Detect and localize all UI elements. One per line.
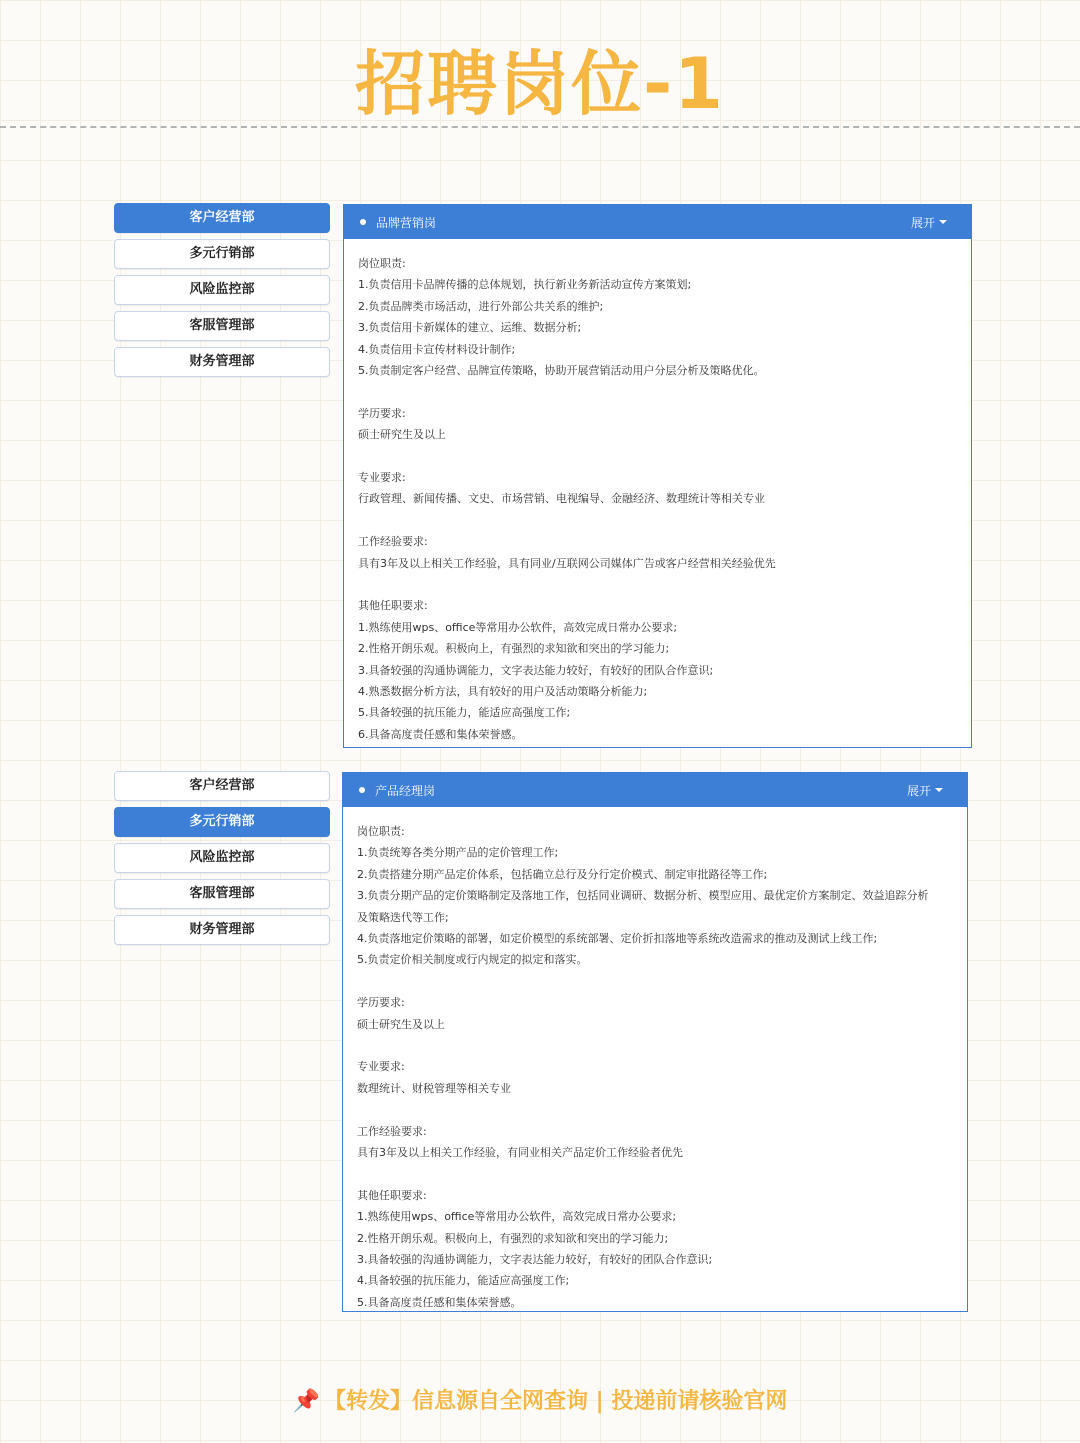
section-line: 硕士研究生及以上 bbox=[358, 428, 446, 442]
job-panel bbox=[342, 772, 968, 1312]
section-heading: 其他任职要求: bbox=[358, 599, 428, 613]
requirement-section bbox=[357, 1056, 953, 1099]
section-line: 2.性格开朗乐观。积极向上，有强烈的求知欲和突出的学习能力; bbox=[357, 1231, 669, 1245]
requirement-section bbox=[358, 595, 957, 745]
caret-down-icon bbox=[935, 788, 943, 792]
section-line: 2.负责品牌类市场活动，进行外部公共关系的维护; bbox=[358, 299, 604, 313]
section-line: 3.具备较强的沟通协调能力，文字表达能力较好，有较好的团队合作意识; bbox=[357, 1253, 713, 1267]
section-line: 行政管理、新闻传播、文史、市场营销、电视编导、金融经济、数理统计等相关专业 bbox=[358, 492, 765, 506]
section-line: 2.负责搭建分期产品定价体系，包括确立总行及分行定价模式、制定审批路径等工作; bbox=[357, 867, 768, 881]
panel-header bbox=[343, 773, 967, 807]
section-line: 5.负责定价相关制度或行内规定的拟定和落实。 bbox=[357, 953, 588, 967]
job-panel bbox=[343, 204, 972, 748]
section-line: 4.熟悉数据分析方法，具有较好的用户及活动策略分析能力; bbox=[358, 685, 648, 699]
section-line: 1.熟练使用wps、office等常用办公软件，高效完成日常办公要求; bbox=[357, 1210, 677, 1224]
department-tab[interactable]: 客服管理部 bbox=[114, 311, 330, 341]
page-title: 招聘岗位-1 bbox=[355, 43, 725, 125]
expand-button[interactable] bbox=[911, 214, 947, 231]
section-line: 具有3年及以上相关工作经验，具有同业/互联网公司媒体广告或客户经营相关经验优先 bbox=[358, 556, 776, 570]
section-line: 4.负责信用卡宣传材料设计制作; bbox=[358, 342, 516, 356]
section-line: 3.具备较强的沟通协调能力，文字表达能力较好，有较好的团队合作意识; bbox=[358, 663, 714, 677]
section-line: 5.具备高度责任感和集体荣誉感。 bbox=[357, 1295, 522, 1309]
section-heading: 专业要求: bbox=[357, 1060, 405, 1074]
department-sidebar bbox=[114, 771, 330, 951]
job-title: 产品经理岗 bbox=[375, 783, 436, 798]
department-sidebar bbox=[114, 203, 330, 383]
requirement-section bbox=[358, 403, 957, 446]
section-heading: 其他任职要求: bbox=[357, 1188, 427, 1202]
requirement-section bbox=[357, 1185, 953, 1312]
department-tab[interactable]: 客服管理部 bbox=[114, 879, 330, 909]
expand-label: 展开 bbox=[906, 783, 931, 798]
requirement-section bbox=[357, 1121, 953, 1164]
expand-label: 展开 bbox=[910, 215, 935, 230]
department-tab[interactable]: 财务管理部 bbox=[114, 347, 330, 377]
job-description bbox=[344, 239, 971, 745]
section-line: 4.负责落地定价策略的部署，如定价模型的系统部署、定价折扣落地等系统改造需求的推动及测试上线工作; bbox=[357, 932, 878, 946]
section-line: 3.负责信用卡新媒体的建立、运维、数据分析; bbox=[358, 321, 582, 335]
section-line: 硕士研究生及以上 bbox=[357, 1017, 445, 1031]
footer-text: 【转发】信息源自全网查询 | 投递前请核验官网 bbox=[324, 1389, 788, 1414]
requirement-section bbox=[357, 821, 953, 971]
section-heading: 岗位职责: bbox=[358, 257, 406, 270]
section-heading: 工作经验要求: bbox=[358, 535, 428, 549]
section-line: 3.负责分期产品的定价策略制定及落地工作，包括同业调研、数据分析、模型应用、最优定价方案制定、效益追踪分析 bbox=[357, 889, 929, 903]
section-line: 数理统计、财税管理等相关专业 bbox=[357, 1081, 511, 1095]
pushpin-icon: 📌 bbox=[292, 1389, 321, 1414]
department-tab[interactable]: 风险监控部 bbox=[114, 843, 330, 873]
section-heading: 学历要求: bbox=[357, 996, 405, 1010]
requirement-section bbox=[358, 253, 957, 381]
footer-notice bbox=[0, 1384, 1080, 1415]
section-line: 5.负责制定客户经营、品牌宣传策略，协助开展营销活动用户分层分析及策略优化。 bbox=[358, 364, 765, 378]
job-title: 品牌营销岗 bbox=[376, 215, 437, 230]
department-tab[interactable]: 客户经营部 bbox=[114, 203, 330, 233]
section-line: 2.性格开朗乐观。积极向上，有强烈的求知欲和突出的学习能力; bbox=[358, 642, 670, 656]
caret-down-icon bbox=[939, 220, 947, 224]
section-line: 1.负责统筹各类分期产品的定价管理工作; bbox=[357, 846, 559, 860]
section-line: 5.具备较强的抗压能力，能适应高强度工作; bbox=[358, 706, 571, 720]
department-tab[interactable]: 多元行销部 bbox=[114, 807, 330, 837]
requirement-section bbox=[358, 531, 957, 574]
requirement-section bbox=[358, 467, 957, 510]
requirement-section bbox=[357, 992, 953, 1035]
section-line: 及策略迭代等工作; bbox=[357, 910, 449, 924]
expand-button[interactable] bbox=[907, 782, 943, 799]
section-line: 具有3年及以上相关工作经验，有同业相关产品定价工作经验者优先 bbox=[357, 1146, 683, 1160]
department-tab[interactable]: 多元行销部 bbox=[114, 239, 330, 269]
bullet-icon bbox=[360, 219, 366, 225]
department-tab[interactable]: 风险监控部 bbox=[114, 275, 330, 305]
section-heading: 学历要求: bbox=[358, 406, 406, 420]
section-line: 4.具备较强的抗压能力，能适应高强度工作; bbox=[357, 1274, 570, 1288]
panel-header bbox=[344, 205, 971, 239]
section-heading: 专业要求: bbox=[358, 471, 406, 485]
job-description bbox=[343, 807, 967, 1312]
bullet-icon bbox=[359, 787, 365, 793]
department-tab[interactable]: 财务管理部 bbox=[114, 915, 330, 945]
department-tab[interactable]: 客户经营部 bbox=[114, 771, 330, 801]
section-line: 6.具备高度责任感和集体荣誉感。 bbox=[358, 727, 523, 741]
dashed-divider bbox=[0, 126, 1080, 128]
section-heading: 工作经验要求: bbox=[357, 1124, 427, 1138]
section-heading: 岗位职责: bbox=[357, 825, 405, 838]
section-line: 1.负责信用卡品牌传播的总体规划，执行新业务新活动宣传方案策划; bbox=[358, 278, 692, 292]
section-line: 1.熟练使用wps、office等常用办公软件，高效完成日常办公要求; bbox=[358, 620, 678, 634]
